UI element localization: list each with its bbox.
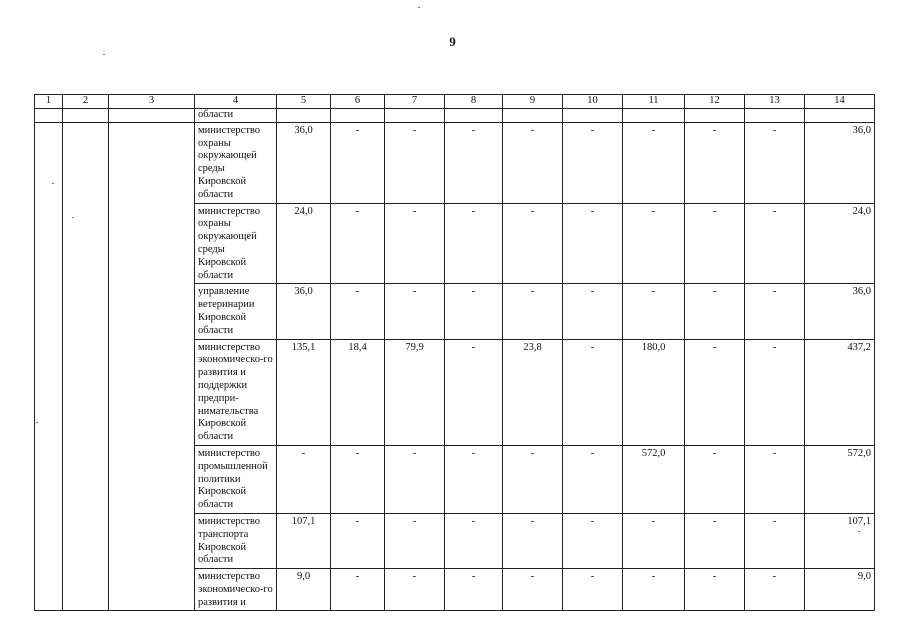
merged-cell-col2 — [63, 122, 109, 611]
column-header: 10 — [563, 95, 623, 109]
agency-name-cell: министерство охраны окружающей среды Кировской области — [195, 122, 277, 203]
value-cell: - — [685, 203, 745, 284]
agency-name-cell: министерство экономическо-го развития и поддержки предпри-нимательства Кировской области — [195, 339, 277, 445]
page-number: 9 — [449, 34, 456, 49]
value-cell: - — [385, 569, 445, 611]
value-cell: - — [745, 339, 805, 445]
column-header: 8 — [445, 95, 503, 109]
value-cell: - — [745, 203, 805, 284]
value-cell: - — [685, 569, 745, 611]
column-header: 7 — [385, 95, 445, 109]
table-cell — [745, 109, 805, 123]
table-cell — [685, 109, 745, 123]
agency-name-cell: министерство экономическо-го развития и — [195, 569, 277, 611]
value-cell: - — [623, 513, 685, 568]
value-cell: - — [745, 569, 805, 611]
value-cell: - — [623, 122, 685, 203]
value-cell: - — [385, 203, 445, 284]
agency-name-cell: министерство транспорта Кировской области — [195, 513, 277, 568]
value-cell: - — [331, 122, 385, 203]
table-cell — [805, 109, 875, 123]
value-cell: - — [445, 445, 503, 513]
total-cell: 572,0 — [805, 445, 875, 513]
scan-speck — [52, 183, 54, 184]
value-cell: - — [445, 339, 503, 445]
merged-cell-col3 — [109, 122, 195, 611]
column-header: 6 — [331, 95, 385, 109]
value-cell: 9,0 — [277, 569, 331, 611]
value-cell: - — [331, 203, 385, 284]
column-header: 5 — [277, 95, 331, 109]
value-cell: - — [563, 339, 623, 445]
value-cell: - — [563, 513, 623, 568]
value-cell: 24,0 — [277, 203, 331, 284]
value-cell: 107,1 — [277, 513, 331, 568]
table-cell — [277, 109, 331, 123]
table-row — [35, 122, 875, 203]
value-cell: - — [503, 445, 563, 513]
value-cell: - — [503, 122, 563, 203]
value-cell: - — [331, 513, 385, 568]
value-cell: - — [331, 284, 385, 339]
column-header: 1 — [35, 95, 63, 109]
value-cell: - — [563, 284, 623, 339]
value-cell: - — [563, 445, 623, 513]
table-cell — [563, 109, 623, 123]
scan-speck — [858, 531, 860, 532]
value-cell: - — [445, 569, 503, 611]
column-header: 12 — [685, 95, 745, 109]
total-cell: 9,0 — [805, 569, 875, 611]
value-cell: - — [745, 284, 805, 339]
column-header: 13 — [745, 95, 805, 109]
value-cell: - — [623, 284, 685, 339]
column-header: 2 — [63, 95, 109, 109]
table-cell — [385, 109, 445, 123]
value-cell: - — [331, 569, 385, 611]
table-cell — [445, 109, 503, 123]
value-cell: - — [563, 122, 623, 203]
value-cell: - — [563, 203, 623, 284]
value-cell: 18,4 — [331, 339, 385, 445]
value-cell: 135,1 — [277, 339, 331, 445]
value-cell: 180,0 — [623, 339, 685, 445]
table-cell — [109, 109, 195, 123]
value-cell: - — [277, 445, 331, 513]
value-cell: - — [685, 122, 745, 203]
value-cell: - — [445, 513, 503, 568]
value-cell: - — [385, 122, 445, 203]
column-header: 9 — [503, 95, 563, 109]
total-cell: 36,0 — [805, 122, 875, 203]
value-cell: 572,0 — [623, 445, 685, 513]
agency-name-cell: министерство промышленной политики Кировской области — [195, 445, 277, 513]
value-cell: - — [445, 284, 503, 339]
value-cell: - — [503, 569, 563, 611]
value-cell: - — [563, 569, 623, 611]
value-cell: - — [745, 513, 805, 568]
agency-name-cell: министерство охраны окружающей среды Кировской области — [195, 203, 277, 284]
table-cell — [63, 109, 109, 123]
value-cell: 79,9 — [385, 339, 445, 445]
agency-name-cell: управление ветеринарии Кировской области — [195, 284, 277, 339]
value-cell: - — [385, 445, 445, 513]
value-cell: - — [745, 122, 805, 203]
value-cell: - — [623, 569, 685, 611]
value-cell: 36,0 — [277, 284, 331, 339]
column-header: 3 — [109, 95, 195, 109]
value-cell: - — [503, 513, 563, 568]
scan-speck — [418, 7, 420, 8]
column-header: 4 — [195, 95, 277, 109]
value-cell: - — [445, 203, 503, 284]
table-cell — [35, 109, 63, 123]
table-cell — [331, 109, 385, 123]
value-cell: - — [385, 513, 445, 568]
total-cell: 437,2 — [805, 339, 875, 445]
column-header: 14 — [805, 95, 875, 109]
total-cell: 36,0 — [805, 284, 875, 339]
value-cell: - — [623, 203, 685, 284]
value-cell: 23,8 — [503, 339, 563, 445]
scan-speck — [103, 54, 105, 55]
total-cell: 24,0 — [805, 203, 875, 284]
column-header-row — [35, 95, 875, 109]
value-cell: - — [503, 284, 563, 339]
table-cell — [503, 109, 563, 123]
agency-name-cell: области — [195, 109, 277, 123]
value-cell: - — [745, 445, 805, 513]
value-cell: - — [445, 122, 503, 203]
merged-cell-col1 — [35, 122, 63, 611]
value-cell: 36,0 — [277, 122, 331, 203]
scan-speck — [72, 217, 74, 218]
total-cell: 107,1 — [805, 513, 875, 568]
value-cell: - — [331, 445, 385, 513]
value-cell: - — [385, 284, 445, 339]
continued-row — [35, 109, 875, 123]
value-cell: - — [685, 513, 745, 568]
value-cell: - — [503, 203, 563, 284]
column-header: 11 — [623, 95, 685, 109]
value-cell: - — [685, 284, 745, 339]
table-cell — [623, 109, 685, 123]
budget-table — [34, 94, 875, 611]
value-cell: - — [685, 339, 745, 445]
scan-speck — [36, 422, 38, 423]
value-cell: - — [685, 445, 745, 513]
